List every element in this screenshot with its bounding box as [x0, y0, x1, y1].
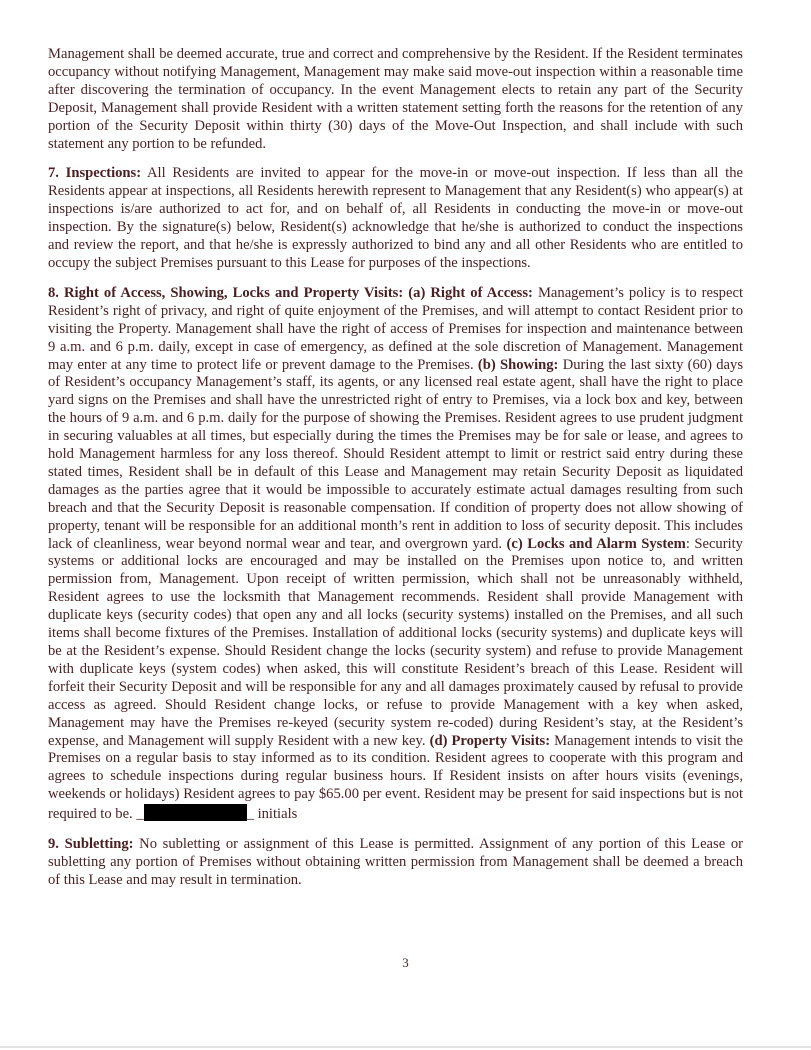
- bottom-edge-line: [0, 1046, 811, 1048]
- section-8c-heading: (c) Locks and Alarm System: [506, 535, 686, 552]
- section-9-text: No subletting or assignment of this Lease is permitted. Assignment of any portion of this Lease or subletting any portion of Premises without obtaining written permission from Management shall be deemed a breach of this Lease and may result in termination.: [48, 836, 743, 888]
- section-7-inspections: [48, 165, 743, 272]
- section-8b-text: During the last sixty (60) days of Resident’s occupancy Management’s staff, its agents, or any licensed real estate agent, shall have the right to place yard signs on the Premises and shall have the unrestricted right of entry to Premises, via a lock box and key, between the hours of 9 a.m. and 6 p.m. daily for the purpose of showing the Premises. Resident agrees to use prudent judgment in securing valuables at all times, but especially during the times the Premises may be for sale or lease, and agrees to hold Management harmless for any loss thereof. Should Resident attempt to limit or restrict said entry during these stated times, Resident shall be in default of this Lease and Management may retain Security Deposit as liquidated damages as the parties agree that it would be impossible to accurately estimate actual damages resulting from such breach and that the Security Deposit is reasonable compensation. If condition of property does not allow showing of property, tenant will be responsible for an additional month’s rent in addition to loss of security deposit. This includes lack of cleanliness, wear beyond normal wear and tear, and overgrown yard.: [48, 356, 743, 552]
- initials-label: _ initials: [246, 806, 298, 823]
- section-8a-text: Management’s policy is to respect Resident’s right of privacy, and right of quite enjoyment of the Premises, and will attempt to contact Resident prior to visiting the Property. Management shall have the right of access of Premises for inspection and maintenance between 9 a.m. and 6 p.m. daily, except in case of emergency, as defined at the sole discretion of Management. Management may enter at any time to protect life or prevent damage to the Premises.: [48, 284, 743, 373]
- section-7-heading: 7. Inspections:: [48, 165, 142, 182]
- section-8c-text: : Security systems or additional locks are encouraged and may be installed on the Premises upon notice to, and written permission from, Management. Upon receipt of written permission, which shall not be unreasonably withheld, Resident agrees to use the locksmith that Management recommends. Resident shall provide Management with duplicate keys (security codes) that open any and all locks (security systems) installed on the Premises, and all such items shall become fixtures of the Premises. Installation of additional locks (security systems) and duplicate keys will be at the Resident’s expense. Should Resident change the locks (security system) and refuse to provide Management with duplicate keys (system codes) when asked, this will constitute Resident’s breach of this Lease. Resident will forfeit their Security Deposit and will be responsible for any and all damages proximately caused by refusal to provide access as agreed. Should Resident change locks, or refuse to provide Management with a key when asked, Management may have the Premises re-keyed (security system re-coded) during Resident’s stay, at the Resident’s expense, and Management will supply Resident with a new key.: [48, 535, 743, 749]
- section-8-access: [48, 285, 743, 824]
- redacted-initials-box: [144, 804, 247, 821]
- paragraph-security-deposit-continued: Management shall be deemed accurate, true and correct and comprehensive by the Resident. If the Resident terminates occupancy without notifying Management, Management may make said move-out inspection within a reasonable time after discovering the termination of occupancy. In the event Management elects to retain any part of the Security Deposit, Management shall provide Resident with a written statement setting forth the reasons for the retention of any portion of the Security Deposit within thirty (30) days of the Move-Out Inspection, and shall include with such statement any portion to be refunded.: [48, 46, 743, 152]
- section-9-heading: 9. Subletting:: [48, 836, 134, 853]
- section-8d-heading: (d) Property Visits:: [429, 732, 551, 749]
- section-8a-heading: (a) Right of Access:: [408, 284, 533, 301]
- section-9-subletting: [48, 836, 743, 890]
- page-number: 3: [402, 955, 409, 970]
- section-8-heading: 8. Right of Access, Showing, Locks and Property Visits:: [48, 284, 404, 301]
- section-8d-text: Management intends to visit the Premises on a regular basis to stay informed as to its condition. Resident agrees to cooperate with this program and agrees to schedule inspections during regular business hours. If Resident insists on after hours visits (evenings, weekends or holidays) Resident agrees to pay $65.00 per event. Resident may be present for said inspections but is not required to be. _: [48, 732, 744, 823]
- section-7-text: All Residents are invited to appear for the move-in or move-out inspection. If less than all the Residents appear at inspections, all Residents herewith represent to Management that any Resident(s) who appear(s) at inspections is/are authorized to act for, and on behalf of, all Residents in conducting the move-in or move-out inspection. By the signature(s) below, Resident(s) acknowledge that he/she is authorized to conduct the inspections and review the report, and that he/she is expressly authorized to bind any and all other Residents who are entitled to occupy the subject Premises pursuant to this Lease for purposes of the inspections.: [48, 165, 743, 271]
- document-body: [48, 46, 743, 898]
- section-8b-heading: (b) Showing:: [477, 356, 559, 373]
